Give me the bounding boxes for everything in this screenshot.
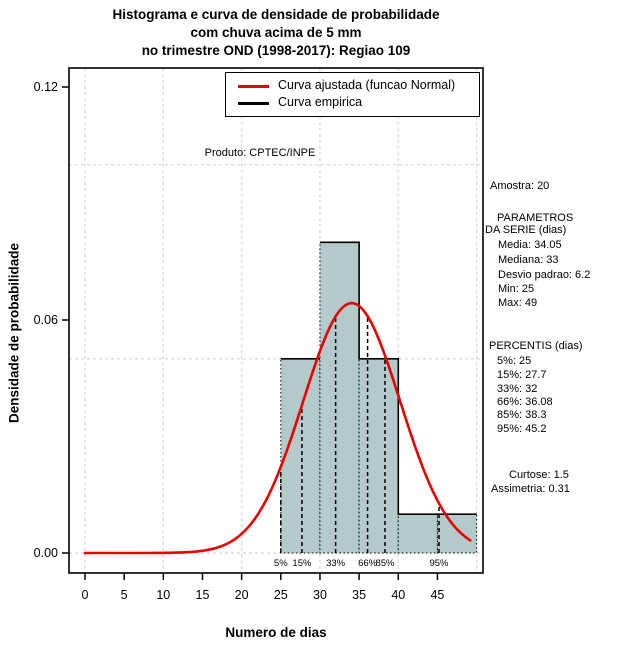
- y-tick-label: 0.12: [33, 80, 58, 94]
- stat-line: 5%: 25: [497, 355, 532, 367]
- stat-line: PERCENTIS (dias): [489, 340, 583, 352]
- stat-line: Min: 25: [498, 283, 535, 295]
- x-tick-label: 35: [352, 588, 367, 602]
- chart-title-line3: no trimestre OND (1998-2017): Regiao 109: [141, 43, 411, 58]
- percentile-label: 15%: [292, 558, 312, 569]
- plot-frame: [69, 68, 483, 573]
- x-tick-label: 25: [273, 588, 288, 602]
- histogram-bar: [281, 359, 320, 553]
- histogram-bar: [398, 514, 437, 553]
- empirical-curve-line-sample: [238, 102, 269, 105]
- y-axis-title: Densidade de probabilidade: [6, 242, 22, 424]
- stat-line: 66%: 36.08: [497, 396, 553, 408]
- fitted-curve-line-sample: [238, 85, 269, 88]
- percentile-label: 66%: [358, 558, 378, 569]
- stat-line: Mediana: 33: [498, 254, 559, 266]
- stat-line: Desvio padrao: 6.2: [498, 269, 591, 281]
- x-tick-label: 30: [313, 588, 327, 602]
- stat-line: 95%: 45.2: [497, 423, 547, 435]
- histogram-bar: [437, 514, 476, 553]
- x-tick-label: 45: [430, 588, 445, 602]
- y-tick-label: 0.00: [33, 546, 58, 560]
- legend-row-fitted: [226, 78, 479, 94]
- percentile-label: 95%: [429, 558, 449, 569]
- stat-line: 85%: 38.3: [497, 409, 547, 421]
- stat-line: Curtose: 1.5: [509, 469, 569, 481]
- x-tick-label: 0: [81, 588, 89, 602]
- x-tick-label: 5: [120, 588, 128, 602]
- stat-line: PARAMETROS: [497, 212, 574, 224]
- watermark-text: Produto: CPTEC/INPE: [204, 147, 316, 159]
- stat-line: 33%: 32: [497, 383, 538, 395]
- chart-title-line1: Histograma e curva de densidade de probabilidade: [112, 7, 440, 22]
- x-tick-label: 10: [156, 588, 171, 602]
- legend-label-empirical: Curva empirica: [278, 95, 363, 109]
- percentile-label: 5%: [273, 558, 288, 569]
- percentile-label: 33%: [326, 558, 346, 569]
- x-tick-label: 40: [391, 588, 406, 602]
- histogram-bar: [320, 242, 359, 553]
- legend-row-empirical: [226, 95, 479, 111]
- legend-label-fitted: Curva ajustada (funcao Normal): [278, 78, 456, 92]
- chart-title-line2: com chuva acima de 5 mm: [190, 25, 362, 40]
- x-tick-label: 15: [195, 588, 210, 602]
- stat-line: Amostra: 20: [490, 180, 550, 192]
- stat-line: 15%: 27.7: [497, 369, 547, 381]
- stat-line: Media: 34.05: [498, 239, 562, 251]
- percentile-label: 85%: [375, 558, 395, 569]
- x-axis-title: Numero de dias: [225, 625, 327, 640]
- stat-line: DA SERIE (dias): [485, 224, 567, 236]
- stat-line: Assimetria: 0.31: [491, 483, 570, 495]
- legend: [225, 72, 480, 117]
- x-tick-label: 20: [234, 588, 249, 602]
- y-tick-label: 0.06: [33, 313, 58, 327]
- histogram-bar: [359, 359, 398, 553]
- stat-line: Max: 49: [498, 297, 538, 309]
